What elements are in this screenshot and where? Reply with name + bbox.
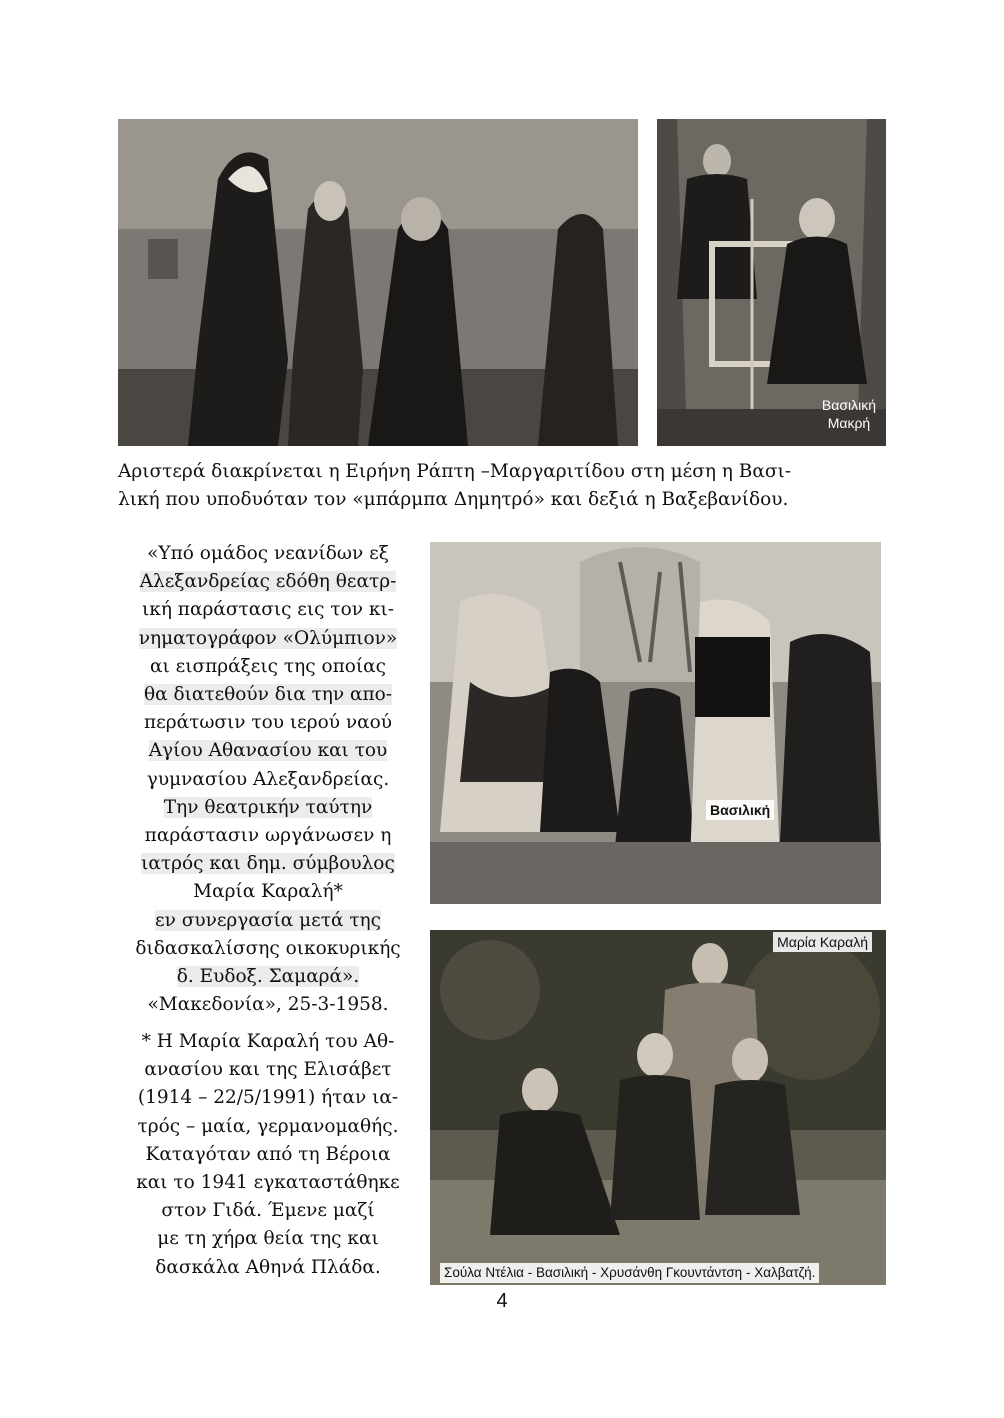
caption-line-1: Αριστερά διακρίνεται η Ειρήνη Ράπτη –Μαργαριτίδου στη μέση η Βασι- [118,461,791,482]
footnote-block [118,1028,418,1282]
quote-line: παράστασιν ωργάνωσεν η [144,825,392,847]
quote-line: Αγίου Αθανασίου και του [148,740,388,762]
page-number: 4 [496,1290,508,1312]
footnote-line: Καταγόταν από τη Βέροια [145,1143,391,1165]
quote-line: Την θεατρικήν ταύτην [163,796,373,818]
photo-label-vasiliki: Βασιλική [706,800,774,820]
quote-line: «Μακεδονία», 25-3-1958. [147,994,389,1016]
quote-block [118,540,418,1019]
caption [118,458,888,514]
photo-outdoor-group [430,930,886,1285]
footnote-line: με τη χήρα θεία της και [157,1228,379,1250]
footnote-line: τρός – μαία, γερμανομαθής. [137,1115,399,1137]
quote-line: ιατρός και δημ. σύμβουλος [141,853,395,875]
quote-line: δ. Ευδοξ. Σαμαρά». [176,966,360,988]
quote-line: θα διατεθούν δια την απο- [143,684,393,706]
footnote-line: και το 1941 εγκαταστάθηκε [136,1172,400,1194]
quote-line: Μαρία Καραλή* [193,881,343,903]
quote-line: περάτωσιν του ιερού ναού [143,712,393,734]
photo-label-group-names: Σούλα Ντέλια - Βασιλική - Χρυσάνθη Γκουντάντση - Χαλβατζή. [440,1263,819,1283]
quote-line: Αλεξανδρείας εδόθη θεατρ- [139,571,397,593]
quote-line: γυμνασίου Αλεξανδρείας. [146,768,390,790]
quote-line: ική παράστασις εις τον κι- [142,599,394,621]
footnote-line: δασκάλα Αθηνά Πλάδα. [155,1256,381,1278]
photo-vasiliki-makri [657,119,886,446]
caption-line-2: λική που υποδυόταν τον «μπάρμπα Δημητρό» και δεξιά η Βαξεβανίδου. [118,489,789,510]
footnote-line: στον Γιδά. Έμενε μαζί [161,1200,375,1222]
quote-line: «Υπό ομάδος νεανίδων εξ [147,543,389,564]
photo-label-vasiliki-makri: Βασιλική Μακρή [821,397,876,431]
quote-line: διδασκαλίσσης οικοκυρικής [135,937,401,959]
footnote-line: * Η Μαρία Καραλή του Αθ- [141,1031,395,1052]
quote-line: εν συνεργασία μετά της [155,909,381,931]
footnote-line: (1914 – 22/5/1991) ήταν ια- [137,1087,399,1109]
footnote-line: ανασίου και της Ελισάβετ [144,1059,392,1081]
quote-line: αι εισπράξεις της οποίας [150,655,386,677]
photo-stage-dance [430,542,881,904]
photo-stage-scene [118,119,638,446]
quote-line: νηματογράφον «Ολύμπιον» [138,627,398,649]
photo-label-maria-karali: Μαρία Καραλή [773,932,872,952]
